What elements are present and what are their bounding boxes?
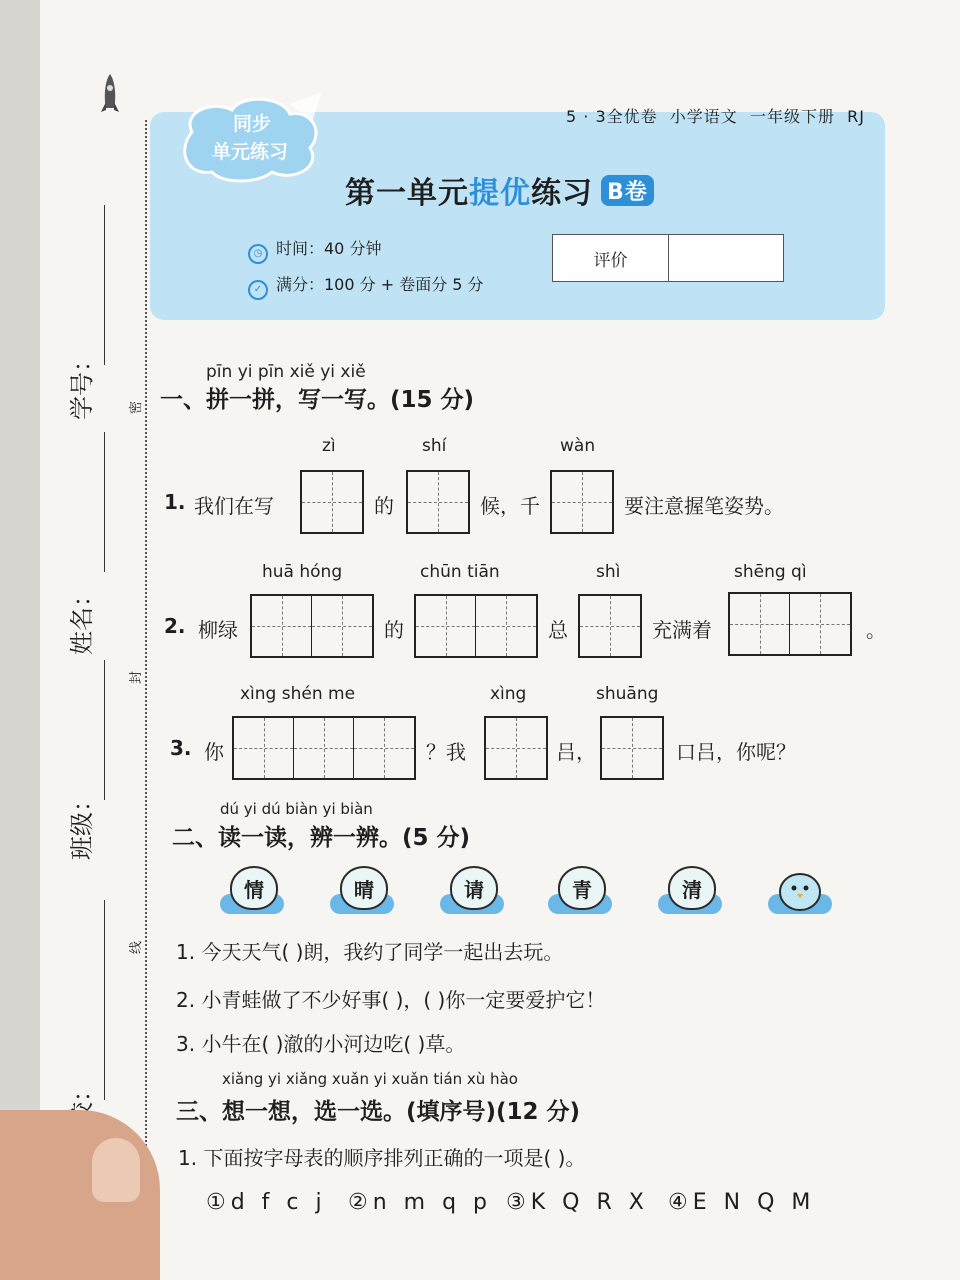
option-2[interactable]: ②n m q p [348,1190,493,1215]
seal-char-mi: 密 [129,400,145,415]
thumb-nail [92,1138,140,1202]
name-field[interactable]: 姓名： [68,583,96,655]
section1-pinyin: pīn yi pīn xiě yi xiě [206,362,366,382]
question-text: 候，千 [480,494,540,518]
fill-blank-item[interactable]: 1. 今天天气( )朗，我约了同学一起出去玩。 [176,940,564,964]
pinyin-label: chūn tiān [420,562,500,582]
writing-grid[interactable] [406,470,470,534]
brand-line: 5 · 3全优卷 小学语文 一年级下册 RJ [566,107,866,126]
option-1[interactable]: ①d f c j [206,1190,327,1215]
choice-question: 1. 下面按字母表的顺序排列正确的一项是( )。 [178,1146,586,1170]
question-text: 你 [204,740,224,764]
writing-grid[interactable] [600,716,664,780]
student-number-line [104,205,105,365]
char-stone: 情 [220,866,284,916]
section3-pinyin: xiǎng yi xiǎng xuǎn yi xuǎn tián xù hào [222,1070,518,1088]
question-text: 的 [384,618,404,642]
writing-grid[interactable] [414,594,538,658]
sync-unit-badge [172,92,332,184]
full-score: ✓ 满分：100 分 + 卷面分 5 分 [248,272,484,300]
section2-pinyin: dú yi dú biàn yi biàn [220,800,373,818]
question-text: ？我 [426,740,466,764]
pinyin-label: shuāng [596,684,659,704]
question-text: 我们在写 [194,494,274,518]
school-line [104,900,105,1100]
question-text: 要注意握笔姿势。 [624,494,784,518]
writing-grid[interactable] [484,716,548,780]
pinyin-label: xìng [490,684,527,704]
pinyin-label: shì [596,562,621,582]
question-text: 充满着 [652,618,712,642]
char-stone: 青 [548,866,612,916]
section1-title: 一、拼一拼，写一写。(15 分) [160,387,475,413]
evaluation-label: 评价 [553,235,669,281]
pinyin-label: huā hóng [262,562,343,582]
question-text: 的 [374,494,394,518]
pinyin-label: wàn [560,436,596,456]
q3-num: 3. [170,736,192,760]
question-text: 柳绿 [198,618,238,642]
question-text: 吕， [556,740,596,764]
pinyin-label: shí [422,436,447,456]
writing-grid[interactable] [550,470,614,534]
q1-num: 1. [164,490,186,514]
seal-char-xian: 线 [129,940,145,955]
writing-grid[interactable] [728,592,852,656]
clock-icon: ◷ [248,244,268,264]
svg-text:单元练习: 单元练习 [211,141,289,163]
char-stone: 晴 [330,866,394,916]
name-line [104,432,105,572]
svg-text:同步: 同步 [232,113,272,135]
pinyin-label: xìng shén me [240,684,356,704]
section2-title: 二、读一读，辨一辨。(5 分) [172,825,471,851]
option-4[interactable]: ④E N Q M [668,1190,816,1215]
version-badge: B卷 [601,175,654,206]
pinyin-label: zì [322,436,336,456]
check-icon: ✓ [248,280,268,300]
fill-blank-item[interactable]: 2. 小青蛙做了不少好事( )，( )你一定要爱护它！ [176,988,606,1012]
q2-num: 2. [164,614,186,638]
writing-grid[interactable] [300,470,364,534]
question-text: 总 [548,618,568,642]
writing-grid[interactable] [232,716,416,780]
question-text: 口吕，你呢？ [676,740,796,764]
rocket-icon [98,72,122,120]
class-line [104,660,105,800]
writing-grid[interactable] [578,594,642,658]
seal-char-feng: 封 [129,670,145,685]
student-number-field[interactable]: 学号： [68,348,96,420]
page-title: 第一单元提优练习 B卷 [345,168,654,212]
option-3[interactable]: ③K Q R X [506,1190,649,1215]
writing-grid[interactable] [250,594,374,658]
chick-icon [768,866,832,916]
class-field[interactable]: 班级： [68,788,96,860]
fill-blank-item[interactable]: 3. 小牛在( )澈的小河边吃( )草。 [176,1032,466,1056]
evaluation-value[interactable] [669,235,783,281]
char-stone: 清 [658,866,722,916]
seal-dotted-line [145,120,147,1170]
char-stone: 请 [440,866,504,916]
question-text: 。 [866,618,886,642]
evaluation-box[interactable] [552,234,784,282]
section3-title: 三、想一想，选一选。(填序号)(12 分) [176,1099,581,1125]
pinyin-label: shēng qì [734,562,807,582]
time-limit: ◷ 时间：40 分钟 [248,236,381,264]
